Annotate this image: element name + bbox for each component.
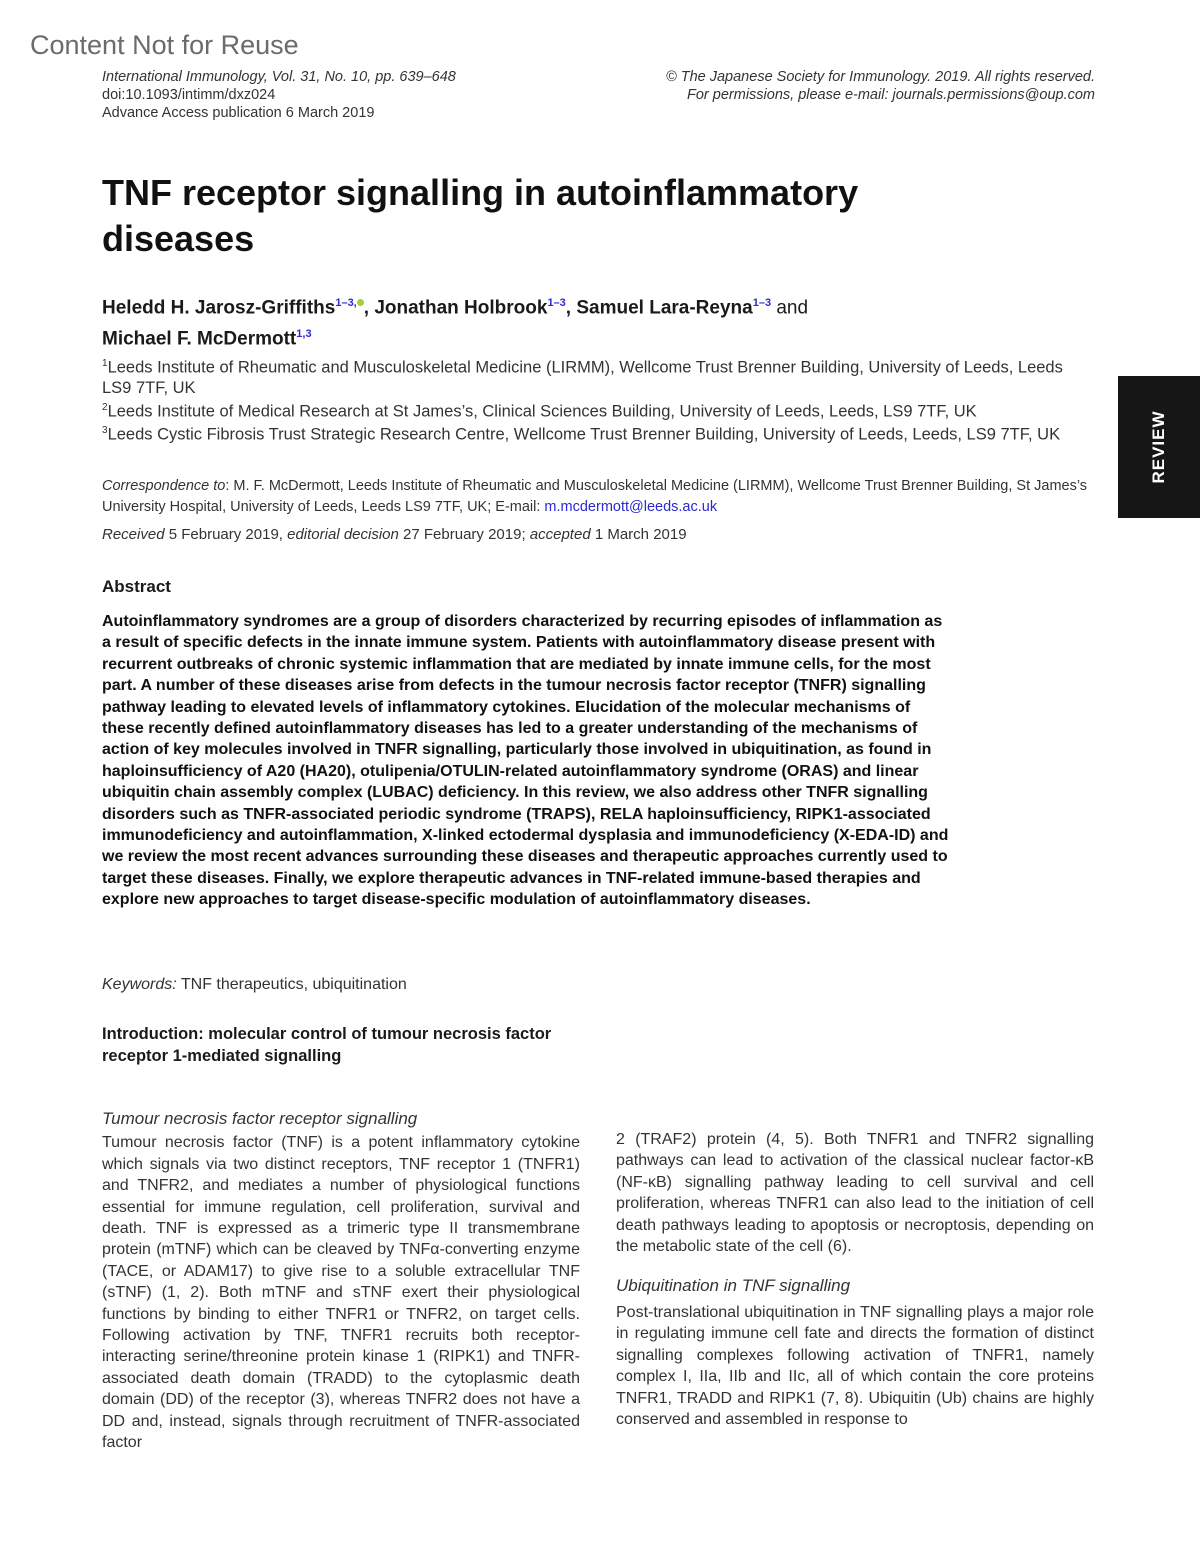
journal-citation: International Immunology, Vol. 31, No. 10, pp. 639–648 [102, 69, 456, 85]
article-title: TNF receptor signalling in autoinflammatory diseases [102, 172, 859, 259]
correspondence: Correspondence to: M. F. McDermott, Leeds Institute of Rheumatic and Musculoskeletal Medicine (LIRMM), Wellcome Trust Brenner Building, St James’s University Hospital, University of Leeds, Leeds LS9 7TF, UK; E-mail: m.mcdermott@leeds.ac.uk [102, 478, 1088, 515]
author-sup[interactable]: 1–3 [752, 297, 772, 309]
affiliation: $^3$Leeds Cystic Fibrosis Trust Strategic Research Centre, Wellcome Trust Brenner Building, University of Leeds, Leeds, LS9 7TF, UK [102, 425, 1061, 444]
paragraph: Tumour necrosis factor (TNF) is a potent inflammatory cytokine which signals via two distinct receptors, TNF receptor 1 (TNFR1) and TNFR2, and mediates a number of physiological functions essential for immune regulation, cell proliferation, survival and death. TNF is expressed as a trimeric type II transmembrane protein (mTNF) which can be cleaved by TNFα-converting enzyme (TACE, or ADAM17) to give rise to a soluble extracellular TNF (sTNF) (1, 2). Both mTNF and sTNF exert their physiological functions by binding to either TNFR1 or TNFR2, on target cells. Following activation by TNF, TNFR1 recruits both receptor-interacting serine/threonine protein kinase 1 (RIPK1) and TNFR-associated death domain (TRADD) to the cytoplasmic death domain (DD) of the receptor (3), whereas TNFR2 does not have a DD and, instead, signals through recruitment of TNFR-associated factor [102, 1134, 580, 1452]
author-name[interactable]: Michael F. McDermott [102, 328, 297, 350]
author-name[interactable]: Heledd H. Jarosz-Griffiths [102, 297, 336, 319]
section-tab-label: REVIEW [1149, 410, 1168, 484]
author-list: Heledd H. Jarosz-Griffiths$^{1-3,}$ , Jonathan Holbrook$^{1-3}$, Samuel Lara-Reyna$^{1-3}$ and Michael F. McDermott$^{1,3}$ [102, 297, 809, 350]
author-name[interactable]: Samuel Lara-Reyna [576, 297, 753, 319]
article-dates: Received 5 February 2019, editorial decision 27 February 2019; accepted 1 March 2019 [102, 526, 687, 543]
affiliation: $^1$Leeds Institute of Rheumatic and Musculoskeletal Medicine (LIRMM), Wellcome Trust Brenner Building, University of Leeds, Leeds LS9 7TF, UK [102, 358, 1063, 397]
author-name[interactable]: Jonathan Holbrook [374, 297, 548, 319]
intro-heading: Introduction: molecular control of tumour necrosis factor receptor 1-mediated signalling [102, 1025, 552, 1065]
affiliation: $^2$Leeds Institute of Medical Research at St James’s, Clinical Sciences Building, University of Leeds, Leeds, LS9 7TF, UK [102, 401, 977, 420]
copyright: © The Japanese Society for Immunology. 2019. All rights reserved. [666, 69, 1095, 85]
affiliations [102, 354, 1092, 445]
author-sup[interactable]: 1–3, [335, 297, 357, 309]
doi[interactable]: doi:10.1093/intimm/dxz024 [102, 87, 276, 103]
abstract-heading: Abstract [102, 577, 171, 596]
body-column-right: 2 (TRAF2) protein (4, 5). Both TNFR1 and TNFR2 signalling pathways can lead to activation of the classical nuclear factor-κB (NF-κB) signalling pathway leading to cell survival and cell proliferation, whereas TNFR1 can also lead to the initiation of cell death pathways leading to apoptosis or necroptosis, depending on the metabolic state of the cell (6). [616, 1131, 1094, 1256]
journal-header-right [666, 68, 1095, 104]
journal-header-left [102, 68, 456, 122]
permissions: For permissions, please e-mail: journals.permissions@oup.com [687, 87, 1095, 103]
author-joiner: and [776, 297, 809, 319]
section-tab [1118, 376, 1200, 518]
author-sup[interactable]: 1–3 [547, 297, 566, 309]
paragraph: Post-translational ubiquitination in TNF signalling plays a major role in regulating immune cell fate and directs the formation of distinct signalling complexes following activation of TNFR1, namely complex I, IIa, IIb and IIc, all of which contain the core proteins TNFR1, TRADD and RIPK1 (7, 8). Ubiquitin (Ub) chains are highly conserved and assembled in response to [616, 1304, 1094, 1429]
email-link[interactable]: m.mcdermott@leeds.ac.uk [544, 499, 718, 515]
correspondence-label: Correspondence to [102, 478, 226, 494]
subsection-heading: Ubiquitination in TNF signalling [616, 1276, 851, 1295]
body-column-left [102, 1108, 580, 1454]
watermark: Content Not for Reuse [30, 30, 299, 60]
orcid-icon[interactable] [357, 299, 364, 306]
access-date: Advance Access publication 6 March 2019 [102, 105, 375, 121]
subsection-heading: Tumour necrosis factor receptor signalling [102, 1109, 418, 1128]
author-sup[interactable]: 1,3 [296, 328, 312, 341]
abstract-text: Autoinflammatory syndromes are a group of disorders characterized by recurring episodes of inflammation as a result of specific defects in the innate immune system. Patients with autoinflammatory disease present with recurrent outbreaks of chronic systemic inflammation that are mediated by innate immune cells, for the most part. A number of these diseases arise from defects in the tumour necrosis factor receptor (TNFR) signalling pathway leading to elevated levels of inflammatory cytokines. Elucidation of the molecular mechanisms of these recently defined autoinflammatory diseases has led to a greater understanding of the mechanisms of action of key molecules involved in TNFR signalling, particularly those involved in ubiquitination, as found in haploinsufficiency of A20 (HA20), otulipenia/OTULIN-related autoinflammatory syndrome (ORAS) and linear ubiquitin chain assembly complex (LUBAC) deficiency. In this review, we also address other TNFR signalling disorders such as TNFR-associated periodic syndrome (TRAPS), RELA haploinsufficiency, RIPK1-associated immunodeficiency and autoinflammation, X-linked ectodermal dysplasia and immunodeficiency (X-EDA-ID) and we review the most recent advances surrounding these diseases and therapeutic approaches currently used to target these diseases. Finally, we explore therapeutic advances in TNF-related immune-based therapies and explore new approaches to target disease-specific modulation of autoinflammatory diseases. [102, 613, 949, 909]
keywords: Keywords: TNF therapeutics, ubiquitination [102, 976, 407, 993]
